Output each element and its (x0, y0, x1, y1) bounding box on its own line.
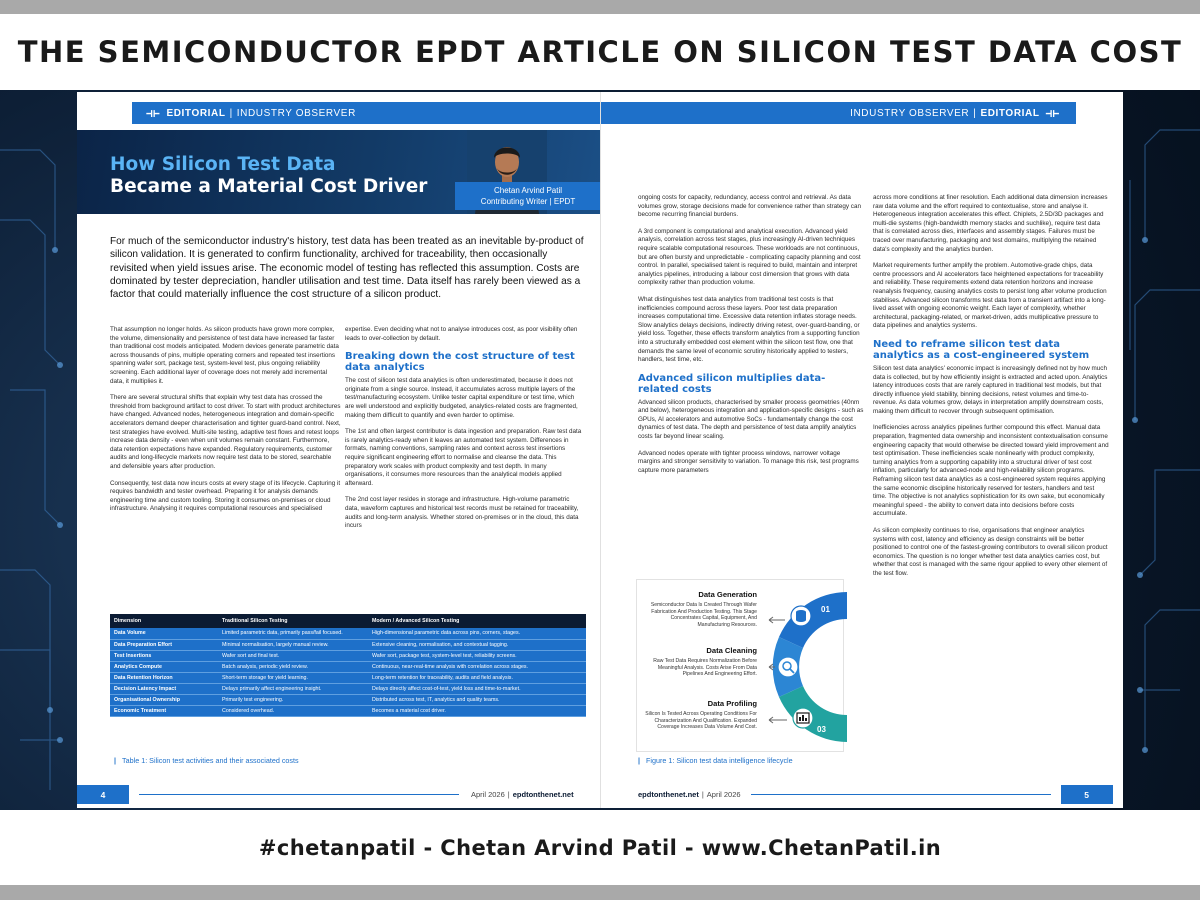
table-row (110, 683, 586, 694)
section-heading-reframe-analytics: Need to reframe silicon test data analytics as a cost-engineered system (873, 338, 1090, 361)
table-row (110, 650, 586, 661)
figure-item-data-generation (645, 590, 757, 628)
dashboard-icon (793, 708, 813, 728)
table-cell: Economic Treatment (110, 705, 218, 716)
header-separator: | (229, 107, 233, 119)
table-cell: Continuous, near-real-time analysis with correlation across stages. (368, 661, 586, 672)
body-paragraph: expertise. Even deciding what not to analyse introduces cost, as poor visibility often leads to over-collection by default. (345, 326, 578, 342)
hero-banner (77, 130, 601, 214)
table-cell: Becomes a material cost driver. (368, 705, 586, 716)
author-role: Contributing Writer | EPDT (480, 197, 576, 206)
figure-item-data-cleaning (645, 646, 757, 678)
table-row (110, 694, 586, 705)
body-paragraph: That assumption no longer holds. As silicon products have grown more complex, the volume, dimensionality and persistence of test data have increased far faster than traditional cost models anticipated. Modern devices generate parametric data across thousands of pins, multiple operating corners and repeated test insertions spanning wafer sort, package test, system-level test, plus ongoing reliability screening. Each additional layer of coverage does not merely add incremental data, it multiplies it. (110, 326, 339, 385)
footer-rule (139, 794, 459, 795)
figure-item-desc: Raw Test Data Requires Normalization Before Meaningful Analysis. Costs Arise From Data Pipelines And Engineering Effort. (653, 658, 757, 678)
footer-date: April 2026 (471, 790, 505, 799)
table-cell: Data Volume (110, 628, 218, 639)
right-page (601, 92, 1123, 808)
article-title (110, 154, 427, 198)
footer-rule (751, 794, 1051, 795)
table-cell: Wafer sort, package test, system-level test, reliability screens. (368, 650, 586, 661)
right-page-footer (601, 785, 1123, 804)
lifecycle-diagram (765, 582, 847, 752)
lifecycle-arc-segment (779, 686, 847, 742)
figure-item-data-profiling (645, 699, 757, 731)
section-heading-cost-structure: Breaking down the cost structure of test data analytics (345, 351, 575, 374)
table-row (110, 672, 586, 683)
left-column-2 (345, 326, 585, 539)
header-section-label: EDITORIAL (980, 107, 1040, 119)
header-separator: | (973, 107, 977, 119)
figure-step-number: 03 (817, 725, 826, 734)
left-header-bar (132, 102, 601, 124)
footer-site: epdtonthenet.net (638, 790, 699, 799)
lifecycle-arc-segment (779, 592, 847, 648)
figure-step-number: 01 (821, 605, 830, 614)
left-page-footer (77, 785, 601, 804)
figure-step-number: 02 (805, 665, 814, 674)
table-cell: Organisational Ownership (110, 694, 218, 705)
section-heading-advanced-silicon: Advanced silicon multiplies data-related costs (638, 372, 826, 395)
footer-date: April 2026 (706, 790, 741, 799)
image-footer-caption: #chetanpatil - Chetan Arvind Patil - www.ChetanPatil.in (0, 810, 1200, 885)
footer-site: epdtonthenet.net (512, 790, 574, 799)
table-header-cell: Dimension (110, 614, 218, 628)
table-cell: Limited parametric data, primarily pass/fail focused. (218, 628, 368, 639)
figure-caption: | Figure 1: Silicon test data intelligence lifecycle (638, 756, 793, 765)
table-cell: Minimal normalisation, largely manual review. (218, 639, 368, 650)
left-page (77, 92, 601, 808)
table-cell: Considered overhead. (218, 705, 368, 716)
table-header-cell: Modern / Advanced Silicon Testing (368, 614, 586, 628)
footer-separator: | (701, 790, 704, 799)
table-cell: Batch analysis, periodic yield review. (218, 661, 368, 672)
body-paragraph: across more conditions at finer resolution. Each additional data dimension increases raw data volume and the effort required to contextualise, store and analyse it. Heterogeneous integration accelerates this effect. Chiplets, 2.5D/3D packages and multi-die systems (high-bandwidth memory stacks and suchlike), require test data that is correlated across dies, interfaces and assembly stages. Failures must be traced over manufacturing, packaging and test domains, multiplying the retained data's complexity and the analytics burden. (873, 194, 1108, 253)
right-column-2 (873, 194, 1109, 587)
body-paragraph: What distinguishes test data analytics from traditional test costs is that inefficiencies compound across these layers. Poor test data preparation increases computational time. Excessive data retention inflates storage needs. Slow analytics delays decisions, indirectly driving retest, over-guard-banding, or yield loss. Together, these effects transform analytics from a supporting function into a structurally embedded cost element within the silicon test flow, one that demands the same level of economic scrutiny historically applied to testers, handlers, test time, etc. (638, 295, 860, 364)
bottom-frame-strip (0, 885, 1200, 900)
magnifier-icon (778, 657, 798, 677)
table-row (110, 705, 586, 716)
table-cell: Long-term retention for traceability, audits and field analysis. (368, 672, 586, 683)
table-cell: Data Retention Horizon (110, 672, 218, 683)
header-subsection-label: INDUSTRY OBSERVER (850, 107, 970, 119)
circuit-glyph-icon: ⊣⊢ (146, 106, 161, 120)
table-cell: Extensive cleaning, normalisation, and contextual tagging. (368, 639, 586, 650)
header-subsection-label: INDUSTRY OBSERVER (236, 107, 356, 119)
body-paragraph: Inefficiencies across analytics pipelines further compound this effect. Manual data preparation, fragmented data ownership and inconsistent contextualisation consume engineering capacity that would otherwise be directed toward yield improvement and test optimisation. These inefficiencies scale nonlinearly with product complexity, turning analytics from a supporting capability into a structural driver of test cost inflation, particularly for advanced-node and high-reliability silicon programs. Reframing silicon test data analytics as a cost-engineered system requires applying the same economic discipline historically reserved for testers, handlers and test time. The objective is not analytics sophistication for its own sake, but economically meaningful speed - the ability to convert data into decisions before costs accumulate. (873, 424, 1109, 518)
body-paragraph: Market requirements further amplify the problem. Automotive-grade chips, data centre processors and AI accelerators face heightened expectations for traceability and reliability. These requirements extend data retention horizons and increase reanalysis frequency, causing analytics costs to persist long after volume production stabilises. Advanced silicon transforms test data from a transient artifact into a long-lived asset with ongoing economic weight. Each layer of complexity, whether architectural, packaging-related, or market-driven, adds multiplicative pressure to data pipelines and analytics systems. (873, 262, 1107, 330)
right-header-bar (601, 102, 1076, 124)
table-cell: Distributed across test, IT, analytics and quality teams. (368, 694, 586, 705)
table-cell: Delays primarily affect engineering insight. (218, 683, 368, 694)
circuit-glyph-icon: ⊣⊢ (1045, 106, 1060, 120)
header-section-label: EDITORIAL (166, 107, 226, 119)
database-icon (791, 606, 811, 626)
top-frame-strip (0, 0, 1200, 14)
lead-paragraph: For much of the semiconductor industry's history, test data has been treated as an inevitable by-product of silicon validation. It is generated to confirm functionality, archived for traceability, then occasionally revisited when yield issues arise. The economic model of testing has reflected this assumption. Costs are dominated by tester depreciation, handler utilisation and test time. Data itself has rarely been viewed as a factor that could materially influence the cost structure of a silicon product. (110, 236, 584, 301)
body-paragraph: A 3rd component is computational and analytical execution. Advanced yield analysis, correlation across test stages, plus increasingly AI-driven techniques require scalable computational resources. These workloads are not continuous, but are often bursty and unpredictable - complicating capacity planning and cost control. In parallel, specialised talent is required to build, maintain and interpret analytics pipelines, introducing a labour cost dimension that grows with data complexity rather than production volume. (638, 227, 861, 287)
cost-comparison-table (110, 614, 586, 717)
body-paragraph: As silicon complexity continues to rise, organisations that engineer analytics systems with cost, latency and efficiency as design constraints will be better positioned to control one of the fastest-growing contributors to overall silicon product economics. The question is no longer whether test data analytics carries cost, but whether that cost is managed with the same rigour applied to every other element of the test flow. (873, 527, 1108, 577)
body-paragraph: Advanced silicon products, characterised by smaller process geometries (40nm and below), heterogeneous integration and application-specific designs - such as GPUs, AI accelerators and automotive SoCs - fundamentally change the cost dynamics of test data. The depth and persistence of test data amplify analytics costs far beyond linear scaling. (638, 398, 864, 441)
left-column-1 (110, 326, 342, 522)
figure-item-desc: Silicon Is Tested Across Operating Conditions For Characterization And Qualification. Expanded Coverage Increases Data Volume And Cost. (645, 711, 757, 731)
figure-item-title: Data Profiling (707, 699, 757, 708)
body-paragraph: There are several structural shifts that explain why test data has crossed the threshold from background artifact to cost driver. To start with product architectures have changed. Advanced nodes, heterogeneous integration and domain-specific accelerators demand deeper characterisation and tighter guard-band control. Next, test strategies have evolved. Multi-site testing, adaptive test flows and retest loops increase data density - even when unit volumes remain constant. Furthermore, data retention expectations have expanded. Regulatory requirements, customer audits and long-lifecycle markets now require test data to be stored, searchable and defensible years after production. (110, 394, 341, 470)
table-header-cell: Traditional Silicon Testing (218, 614, 368, 628)
lifecycle-figure (636, 579, 844, 752)
body-paragraph: The cost of silicon test data analytics is often underestimated, because it does not originate from a single source. Instead, it accumulates across multiple layers of the test/manufacturing ecosystem. Unlike tester capital expenditure or test time, which are well understood and explicitly budgeted, analytics-related costs are fragmented, making them difficult to quantify and even harder to optimise. (345, 377, 578, 419)
table-cell: Decision Latency Impact (110, 683, 218, 694)
page-number: 5 (1061, 785, 1113, 804)
table-cell: Data Preparation Effort (110, 639, 218, 650)
table-header-row (110, 614, 586, 628)
table-cell: Test Insertions (110, 650, 218, 661)
right-column-1 (638, 194, 864, 483)
body-paragraph: Silicon test data analytics' economic impact is increasingly defined not by how much data is collected, but by how efficiently insight is extracted and acted upon. Analytics latency introduces costs that are rarely captured in traditional test models, but that directly influence yield stability, binning decisions, retest volumes and time-to-revenue. As data volumes grow, delays in interpretation amplify downstream costs, making them difficult to recover through subsequent optimisation. (873, 364, 1108, 415)
figure-item-desc: Semiconductor Data Is Created Through Wafer Fabrication And Production Testing. This Stage Concentrates Capital, Equipment, And Manufacturing Resources. (650, 602, 757, 628)
author-name: Chetan Arvind Patil (493, 186, 563, 195)
table-row (110, 639, 586, 650)
table-cell: High-dimensional parametric data across pins, corners, stages. (368, 628, 586, 639)
table-cell: Short-term storage for yield learning. (218, 672, 368, 683)
body-paragraph: Advanced nodes operate with tighter process windows, narrower voltage margins and stronger sensitivity to variation. To manage this risk, test programs capture more parameters (638, 449, 859, 474)
footer-separator: | (507, 790, 510, 799)
table-row (110, 628, 586, 639)
table-cell: Analytics Compute (110, 661, 218, 672)
table-cell: Delays directly affect cost-of-test, yield loss and time-to-market. (368, 683, 586, 694)
body-paragraph: ongoing costs for capacity, redundancy, access control and retrieval. As data volumes grow, storage decisions made for convenience rather than strategy can become recurring financial burdens. (638, 194, 861, 219)
image-headline: THE SEMICONDUCTOR EPDT ARTICLE ON SILICON TEST DATA COST (0, 14, 1200, 90)
table-cell: Wafer sort and final test. (218, 650, 368, 661)
table-caption: | Table 1: Silicon test activities and their associated costs (114, 756, 299, 765)
figure-item-title: Data Cleaning (706, 646, 757, 655)
table-cell: Primarily test engineering. (218, 694, 368, 705)
article-title-line2: Became a Material Cost Driver (110, 176, 428, 197)
figure-item-title: Data Generation (698, 590, 757, 599)
table-row (110, 661, 586, 672)
article-title-line1: How Silicon Test Data (110, 154, 336, 175)
author-byline (455, 182, 601, 210)
page-number: 4 (77, 785, 129, 804)
body-paragraph: The 2nd cost layer resides in storage and infrastructure. High-volume parametric data, waveform captures and historical test records must be retained for traceability, audits and long-term analysis. Whether stored on-premises or in the cloud, this data incurs (345, 496, 579, 530)
body-paragraph: The 1st and often largest contributor is data ingestion and preparation. Raw test data is rarely analytics-ready when it leaves an automated test system. Differences in formats, naming conventions, sampling rates and context across test insertions require significant engineering effort to normalise and cleanse the data. This preparatory work scales with product complexity and test depth. In many organisations, it consumes more resources than the analytical models applied afterward. (345, 428, 582, 487)
body-paragraph: Consequently, test data now incurs costs at every stage of its lifecycle. Capturing it requires bandwidth and tester overhead. Preparing it for analysis demands engineering time and custom tooling. Storing it consumes on-premises or cloud infrastructure. Analysing it requires computational resources and specialised (110, 479, 341, 513)
